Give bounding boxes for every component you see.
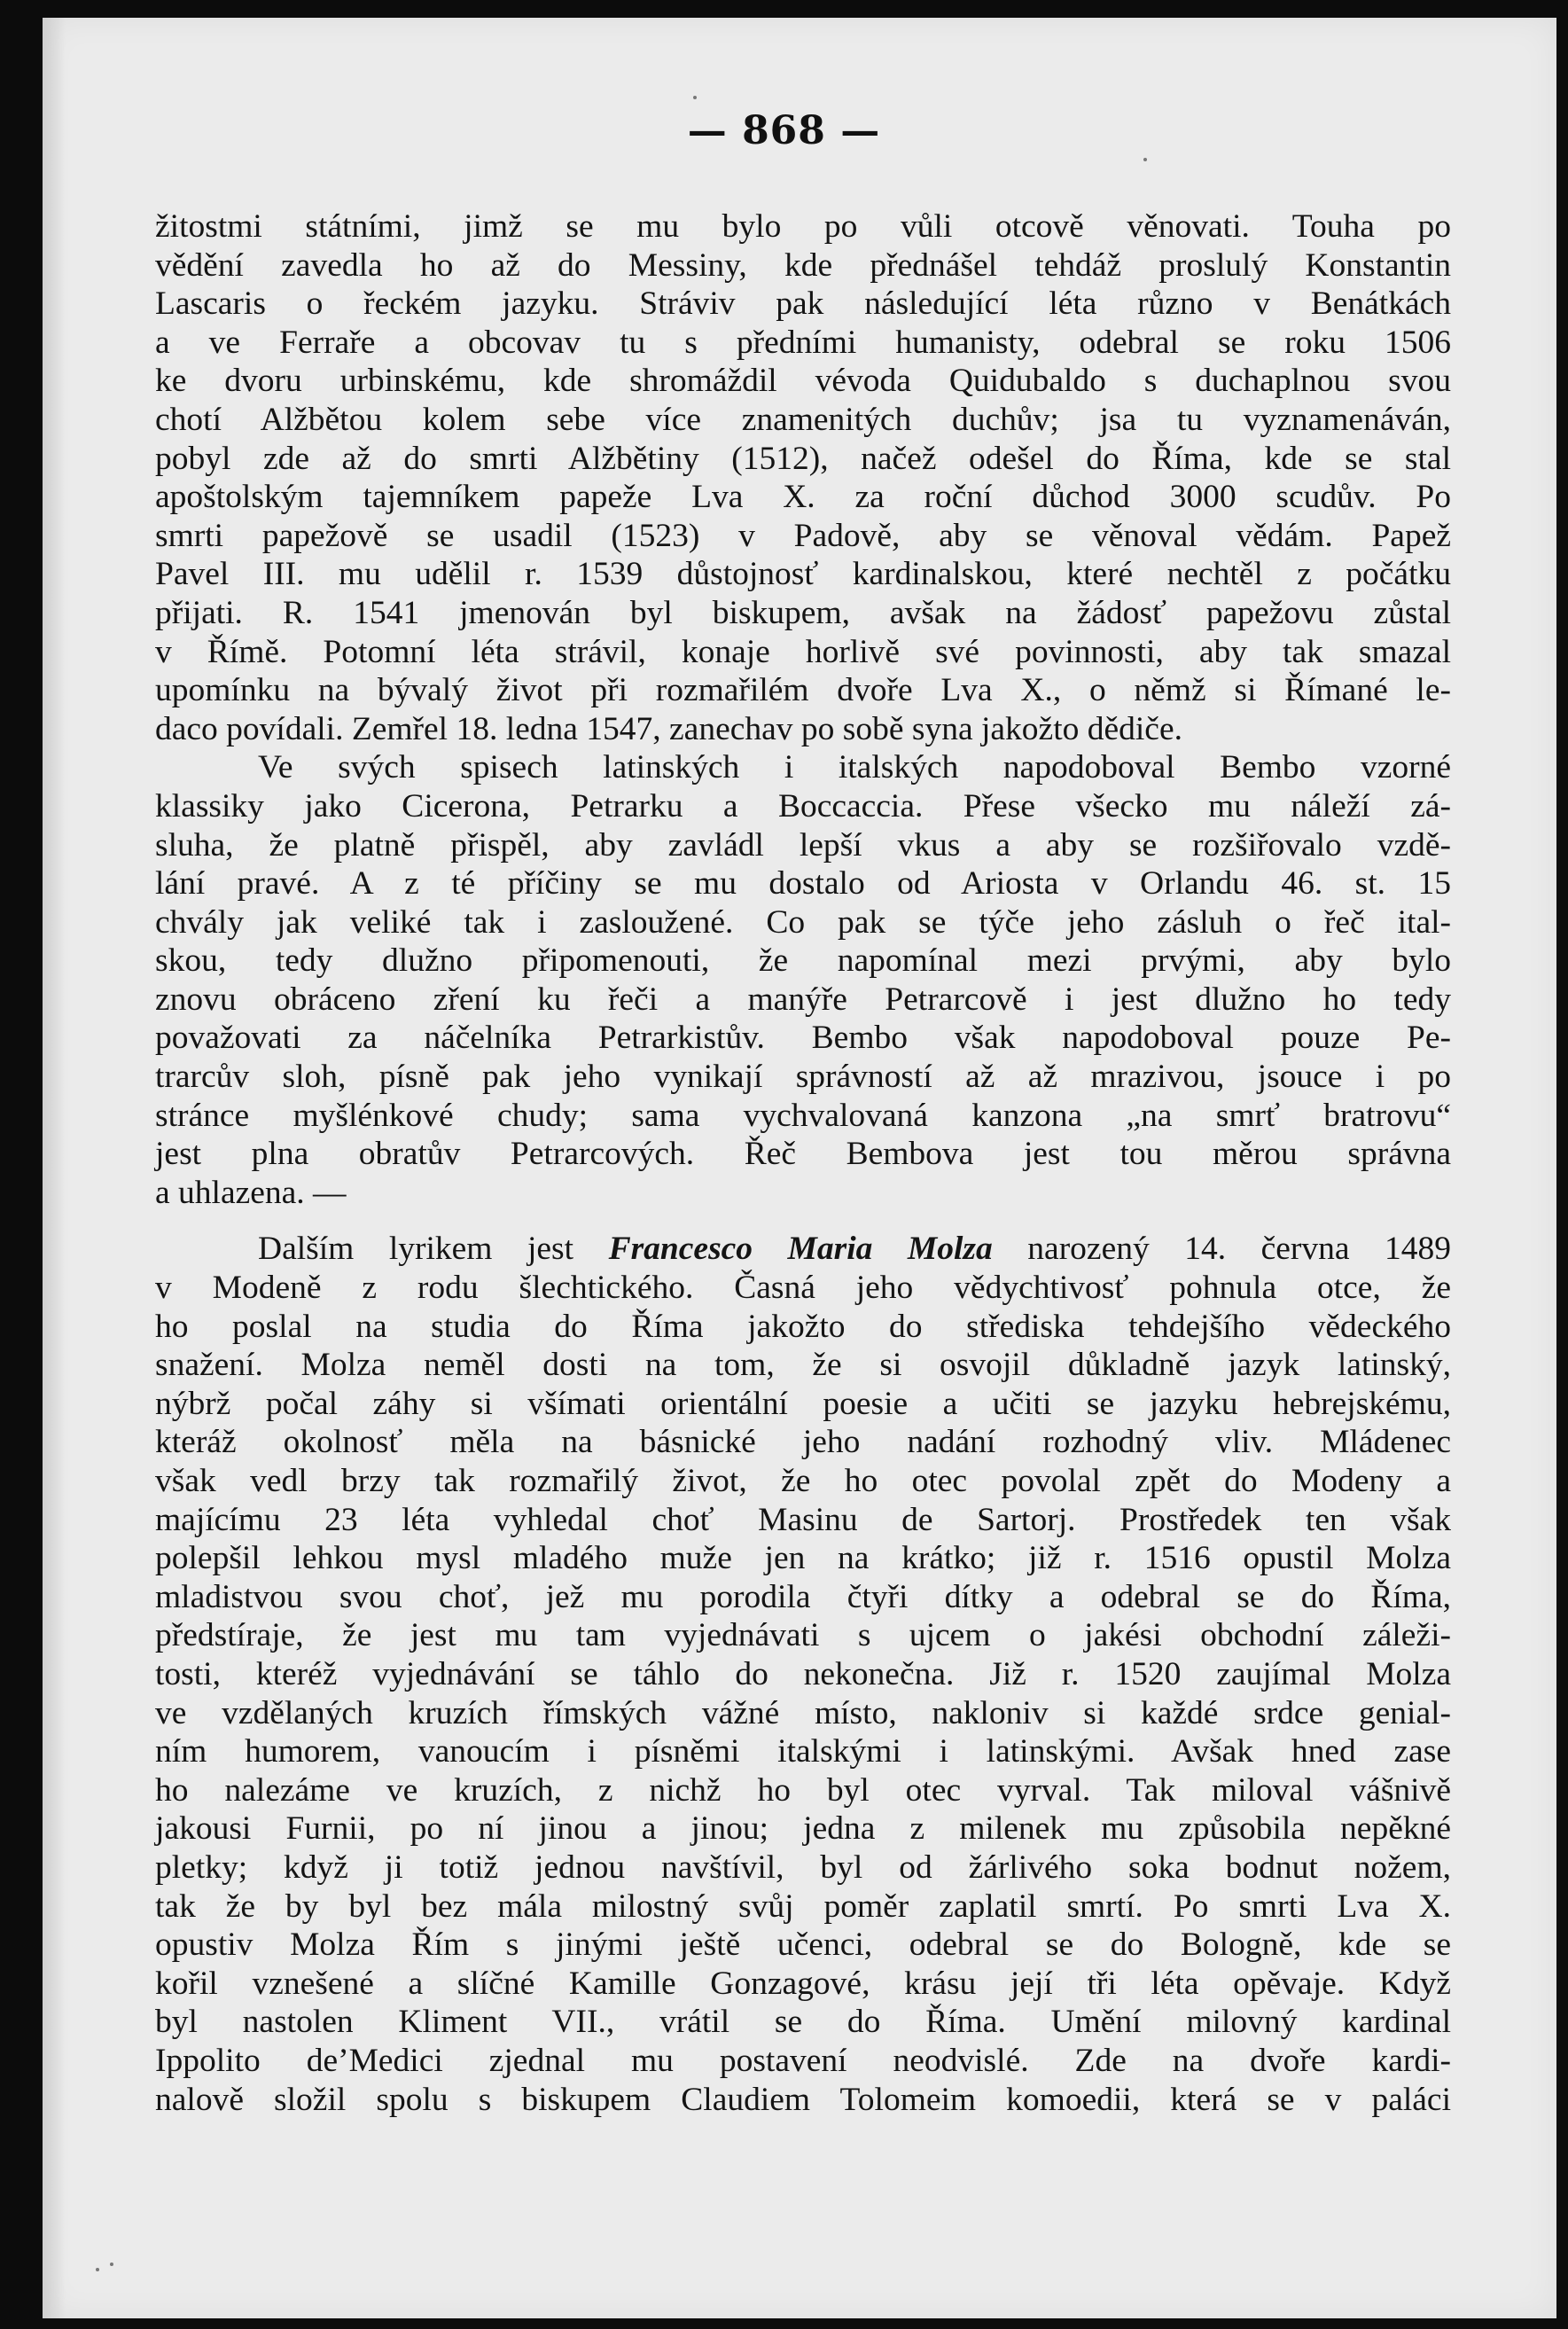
text-line: ním humorem, vanoucím i písněmi italskými i latinskými. Avšak hned zase: [155, 1733, 1451, 1770]
text-line: a ve Ferraře a obcovav tu s předními humanisty, odebral se roku 1506: [155, 324, 1451, 361]
text-line: nýbrž počal záhy si všímati orientální poesie a učiti se jazyku hebrejskému,: [155, 1385, 1451, 1422]
text-line: v Římě. Potomní léta strávil, konaje horlivě své povinnosti, aby tak smazal: [155, 633, 1451, 670]
body-text: [155, 207, 1451, 2119]
text-line: skou, tedy dlužno připomenouti, že napomínal mezi prvými, aby bylo: [155, 942, 1451, 980]
text-line: Ippolito de’Medici zjednal mu postavení neodvislé. Zde na dvoře kardi-: [155, 2042, 1451, 2079]
paragraph-gap: [155, 1212, 1451, 1230]
text-line: žitostmi státními, jimž se mu bylo po vůli otcově věnovati. Touha po: [155, 208, 1451, 245]
author-name: Francesco Maria Molza: [608, 1231, 993, 1268]
text-line: předstíraje, že jest mu tam vyjednávati s ujcem o jakési obchodní záleži-: [155, 1617, 1451, 1654]
page-number: — 868 —: [687, 108, 881, 153]
text-line: stránce myšlénkové chudy; sama vychvalovaná kanzona „na smrť bratrovu“: [155, 1097, 1451, 1134]
text-line: ve vzdělaných kruzích římských vážné místo, nakloniv si každé srdce genial-: [155, 1694, 1451, 1731]
text-line: klassiky jako Cicerona, Petrarku a Boccaccia. Přese všecko mu náleží zá-: [155, 787, 1451, 825]
text-line: ke dvoru urbinskému, kde shromáždil vévoda Quidubaldo s duchaplnou svou: [155, 363, 1451, 400]
text-line: smrti papežově se usadil (1523) v Padově, aby se věnoval vědám. Papež: [155, 517, 1451, 554]
text-line: snažení. Molza neměl dosti na tom, že si osvojil důkladně jazyk latinský,: [155, 1347, 1451, 1384]
text-line: přijati. R. 1541 jmenován byl biskupem, avšak na žádosť papežovu zůstal: [155, 594, 1451, 631]
text-line: polepšil lehkou mysl mladého muže jen na krátko; již r. 1516 opustil Molza: [155, 1540, 1451, 1577]
text-line: majícímu 23 léta vyhledal choť Masinu de Sartorj. Prostředek ten však: [155, 1501, 1451, 1538]
text-line: tak že by byl bez mála milostný svůj poměr zaplatil smrtí. Po smrti Lva X.: [155, 1887, 1451, 1925]
scan-speck: [96, 2268, 99, 2271]
text-line: [155, 1230, 1451, 1269]
paragraph-intro: Dalším lyrikem jest: [258, 1231, 574, 1268]
text-line: jakousi Furnii, po ní jinou a jinou; jedna z milenek mu způsobila nepěkné: [155, 1810, 1451, 1848]
scan-speck: [1143, 158, 1147, 161]
text-line: pobyl zde až do smrti Alžbětiny (1512), načež odešel do Říma, kde se stal: [155, 440, 1451, 477]
text-line: chvály jak veliké tak i zasloužené. Co pak se týče jeho zásluh o řeč ital-: [155, 903, 1451, 941]
text-line: sluha, že platně přispěl, aby zavládl lepší vkus a aby se rozšiřovalo vzdě-: [155, 826, 1451, 864]
text-line: znovu obráceno zření ku řeči a manýře Petrarcově i jest dlužno ho tedy: [155, 981, 1451, 1018]
paragraph-intro-rest: narozený 14. června 1489: [1027, 1231, 1452, 1268]
text-line: vědění zavedla ho až do Messiny, kde přednášel tehdáž proslulý Konstantin: [155, 246, 1451, 284]
text-line: trarcův sloh, písně pak jeho vynikají správností až až mrazivou, jsouce i po: [155, 1059, 1451, 1096]
text-line: mladistvou svou choť, jež mu porodila čtyři dítky a odebral se do Říma,: [155, 1578, 1451, 1615]
text-line: apoštolským tajemníkem papeže Lva X. za roční důchod 3000 scudův. Po: [155, 479, 1451, 516]
text-line: v Modeně z rodu šlechtického. Časná jeho vědychtivosť pohnula otce, že: [155, 1270, 1451, 1307]
scan-speck: [693, 96, 697, 99]
text-line: pletky; když ji totiž jednou navštívil, byl od žárlivého soka bodnut nožem,: [155, 1848, 1451, 1886]
text-line: považovati za náčelníka Petrarkistův. Bembo však napodoboval pouze Pe-: [155, 1020, 1451, 1057]
text-line: však vedl brzy tak rozmařilý život, že ho otec povolal zpět do Modeny a: [155, 1463, 1451, 1499]
text-line: kořil vznešené a slíčné Kamille Gonzagové, krásu její tři léta opěvaje. Když: [155, 1965, 1451, 2002]
text-line: opustiv Molza Řím s jinými ještě učenci, odebral se do Bologně, kde se: [155, 1927, 1451, 1964]
scan-speck: [110, 2263, 113, 2266]
text-line: a uhlazena. —: [155, 1174, 347, 1211]
text-line: tosti, kteréž vyjednávání se táhlo do nekonečna. Již r. 1520 zaujímal Molza: [155, 1655, 1451, 1692]
text-line: Pavel III. mu udělil r. 1539 důstojnosť kardinalskou, které nechtěl z počátku: [155, 556, 1451, 593]
text-line: lání pravé. A z té příčiny se mu dostalo od Ariosta v Orlandu 46. st. 15: [155, 865, 1451, 903]
page-edge-shadow: [43, 18, 66, 2318]
text-line: nalově složil spolu s biskupem Claudiem Tolomeim komoedii, která se v paláci: [155, 2081, 1451, 2118]
text-line: Lascaris o řeckém jazyku. Stráviv pak následující léta různo v Benátkách: [155, 285, 1451, 323]
text-line: chotí Alžbětou kolem sebe více znamenitých duchův; jsa tu vyznamenáván,: [155, 401, 1451, 438]
text-line: kteráž okolnosť měla na básnické jeho nadání rozhodný vliv. Mládenec: [155, 1424, 1451, 1461]
text-line: jest plna obratův Petrarcových. Řeč Bembova jest tou měrou správna: [155, 1136, 1451, 1173]
text-line: ho poslal na studia do Říma jakožto do střediska tehdejšího vědeckého: [155, 1308, 1451, 1345]
text-line: upomínku na bývalý život při rozmařilém dvoře Lva X., o němž si Římané le-: [155, 672, 1451, 709]
text-line: byl nastolen Kliment VII., vrátil se do Říma. Umění milovný kardinal: [155, 2004, 1451, 2041]
text-line: Ve svých spisech latinských i italských napodoboval Bembo vzorné: [258, 749, 1451, 786]
text-line: daco povídali. Zemřel 18. ledna 1547, zanechav po sobě syna jakožto dědiče.: [155, 710, 1182, 747]
text-line: ho nalezáme ve kruzích, z nichž ho byl otec vyrval. Tak miloval vášnivě: [155, 1771, 1451, 1809]
